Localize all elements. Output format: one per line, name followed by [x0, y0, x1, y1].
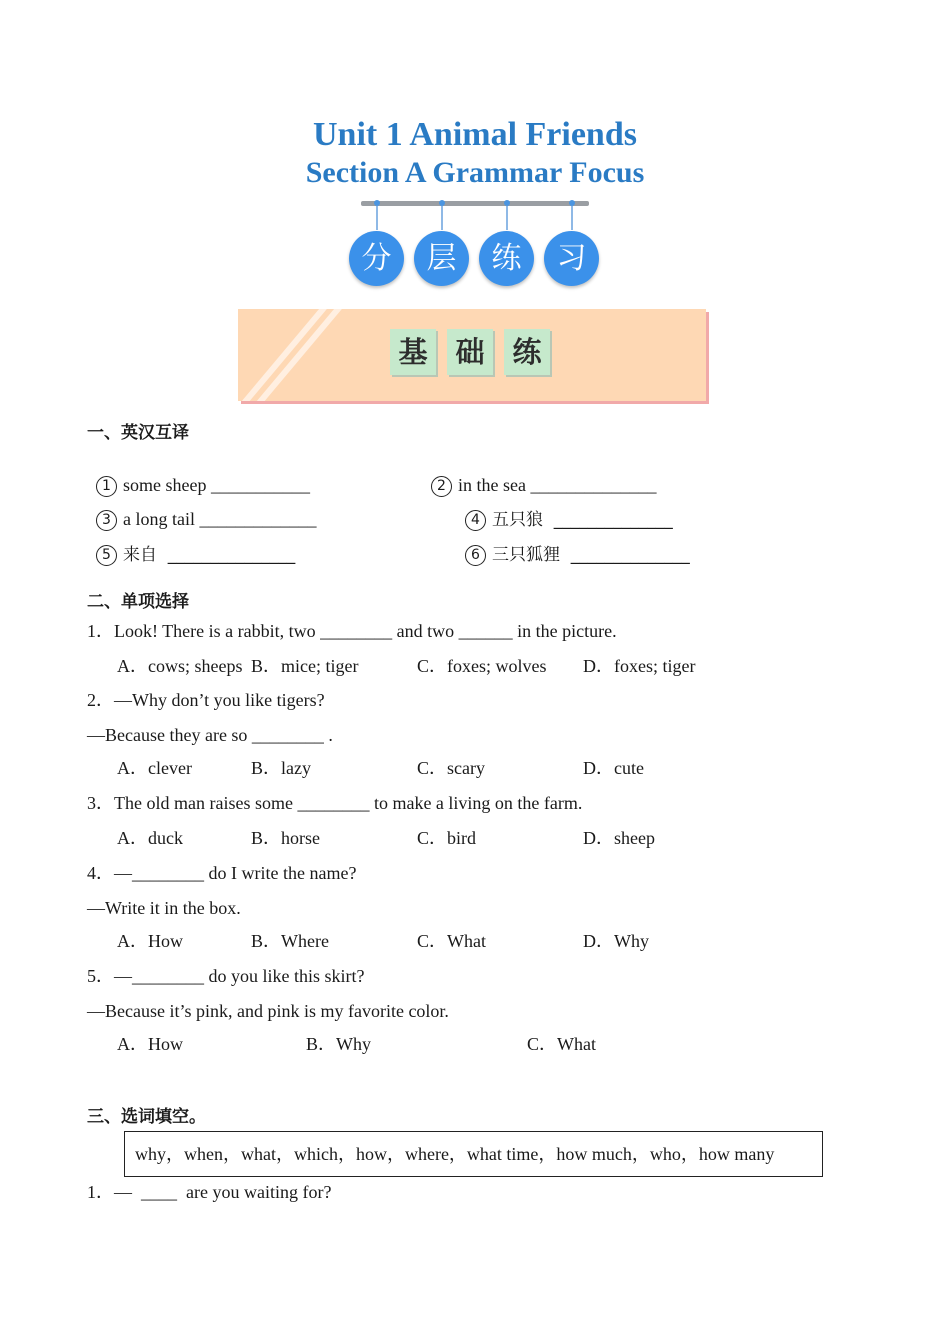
item-text: some sheep ___________ — [123, 475, 310, 495]
question-stem: 1．Look! There is a rabbit, two ________ and two ______ in the picture. — [87, 621, 617, 641]
option: D．sheep — [583, 828, 655, 848]
option: A．cows; sheeps — [117, 656, 243, 676]
decor-rail — [361, 201, 589, 206]
section-banner — [238, 309, 706, 401]
option: B．mice; tiger — [251, 656, 359, 676]
question-reply: —Because it’s pink, and pink is my favorite color. — [87, 1001, 449, 1021]
item-number: 4 — [465, 510, 486, 531]
item-number: 3 — [96, 510, 117, 531]
decor-stem — [376, 204, 378, 230]
option: B．Where — [251, 931, 329, 951]
item-text: a long tail _____________ — [123, 509, 317, 529]
item-number: 2 — [431, 476, 452, 497]
option: D．foxes; tiger — [583, 656, 696, 676]
item-number: 5 — [96, 545, 117, 566]
decor-stem — [441, 204, 443, 230]
option: A．clever — [117, 758, 192, 778]
item-text: 来自 _______________ — [123, 545, 296, 565]
option: A．How — [117, 931, 183, 951]
decor-dot — [504, 200, 510, 206]
decor-dot — [374, 200, 380, 206]
option: B．Why — [306, 1034, 371, 1054]
option: C．What — [527, 1034, 596, 1054]
badge-ceng: 层 — [414, 231, 469, 286]
question-stem: 1．— ____ are you waiting for? — [87, 1182, 332, 1202]
decor-stem — [571, 204, 573, 230]
badge-xi: 习 — [544, 231, 599, 286]
question-stem: 4．—________ do I write the name? — [87, 863, 357, 883]
question-stem: 2．—Why don’t you like tigers? — [87, 690, 325, 710]
banner-tile: 基 — [390, 329, 436, 375]
option: C．bird — [417, 828, 477, 848]
item-text: 三只狐狸 ______________ — [492, 545, 690, 565]
option: D．cute — [583, 758, 644, 778]
question-stem: 5．—________ do you like this skirt? — [87, 966, 365, 986]
section1-heading: 一、英汉互译 — [87, 423, 189, 443]
option: C．foxes; wolves — [417, 656, 547, 676]
question-reply: —Write it in the box. — [87, 898, 241, 918]
badge-fen: 分 — [349, 231, 404, 286]
item-number: 1 — [96, 476, 117, 497]
item-text: in the sea ______________ — [458, 475, 657, 495]
decor-stem — [506, 204, 508, 230]
decor-dot — [569, 200, 575, 206]
section3-heading: 三、选词填空。 — [87, 1107, 206, 1127]
question-reply: —Because they are so ________ . — [87, 725, 333, 745]
translation-item — [456, 518, 690, 567]
decor-dot — [439, 200, 445, 206]
word-box: why，when，what，which，how，where，what time，how much，who，how many — [124, 1131, 823, 1177]
banner-tile: 练 — [504, 329, 550, 375]
page-subtitle: Section A Grammar Focus — [305, 156, 645, 189]
page-title: Unit 1 Animal Friends — [313, 116, 637, 153]
banner-stripe — [238, 309, 335, 401]
option: B．lazy — [251, 758, 311, 778]
badge-lian: 练 — [479, 231, 534, 286]
translation-item — [87, 518, 295, 567]
question-stem: 3．The old man raises some ________ to make a living on the farm. — [87, 793, 583, 813]
option: B．horse — [251, 828, 320, 848]
banner-tile: 础 — [447, 329, 493, 375]
option: D．Why — [583, 931, 649, 951]
option: C．What — [417, 931, 486, 951]
option: A．duck — [117, 828, 183, 848]
option: A．How — [117, 1034, 183, 1054]
item-text: 五只狼 ______________ — [492, 510, 673, 530]
section2-heading: 二、单项选择 — [87, 592, 189, 612]
option: C．scary — [417, 758, 485, 778]
item-number: 6 — [465, 545, 486, 566]
